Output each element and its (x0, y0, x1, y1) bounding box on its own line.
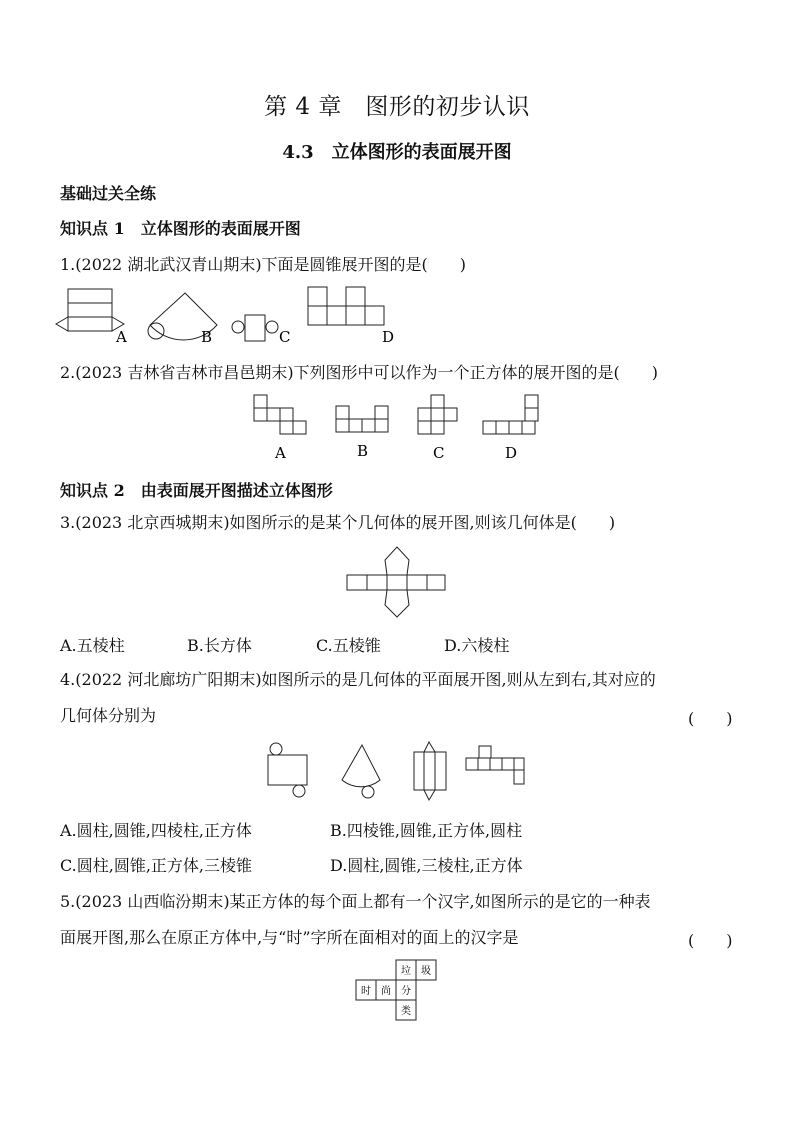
question-4-text-line1: 4.(2022 河北廊坊广阳期末)如图所示的是几何体的平面展开图,则从左到右,其对应的 (60, 670, 656, 689)
section-title: 4.3 立体图形的表面展开图 (282, 142, 512, 163)
knowledge-point-2: 知识点 2 由表面展开图描述立体图形 (60, 481, 333, 500)
knowledge-point-1: 知识点 1 立体图形的表面展开图 (60, 219, 301, 238)
q1-label-d: D (382, 328, 395, 346)
question-2-text: 2.(2023 吉林省吉林市昌邑期末)下列图形中可以作为一个正方体的展开图的是( ) (60, 363, 659, 382)
q1-label-b: B (201, 328, 213, 346)
question-4-figures (262, 740, 532, 802)
q2-label-b: B (357, 442, 369, 460)
question-5-text-line2: 面展开图,那么在原正方体中,与“时”字所在面相对的面上的汉字是 (60, 928, 519, 947)
question-3-text: 3.(2023 北京西城期末)如图所示的是某个几何体的展开图,则该几何体是( ) (60, 513, 616, 532)
question-1-text: 1.(2022 湖北武汉青山期末)下面是圆锥展开图的是( ) (60, 255, 467, 274)
question-2-figures (250, 393, 550, 463)
net-char-shang: 尚 (381, 986, 391, 997)
q3-option-b: B.长方体 (187, 636, 252, 655)
q1-figure-a (56, 289, 124, 331)
chapter-title: 第 4 章 图形的初步认识 (264, 94, 530, 120)
q4-figure-cone-net (342, 745, 380, 798)
q3-option-a: A.五棱柱 (60, 636, 125, 655)
q4-option-a: A.圆柱,圆锥,四棱柱,正方体 (60, 821, 252, 840)
question-5-answer-paren: ( ) (688, 931, 733, 950)
q3-option-c: C.五棱锥 (316, 636, 381, 655)
level-heading: 基础过关全练 (60, 184, 157, 203)
q4-figure-cube-net (466, 746, 524, 784)
q4-option-c: C.圆柱,圆锥,正方体,三棱锥 (60, 856, 253, 875)
question-1-figures (55, 285, 415, 347)
q1-label-c: C (279, 328, 291, 346)
q4-figure-cylinder-net (268, 743, 307, 797)
q2-label-c: C (433, 444, 445, 462)
q2-figure-b (336, 406, 388, 432)
question-5-text-line1: 5.(2023 山西临汾期末)某正方体的每个面上都有一个汉字,如图所示的是它的一种表 (60, 892, 651, 911)
net-char-lei: 类 (401, 1006, 411, 1017)
q4-option-b: B.四棱锥,圆锥,正方体,圆柱 (330, 821, 523, 840)
question-4-answer-paren: ( ) (688, 709, 733, 728)
net-char-fen: 分 (401, 986, 411, 997)
q2-figure-a (254, 395, 306, 434)
question-4-text-line2: 几何体分别为 (60, 706, 157, 725)
q1-label-a: A (116, 328, 127, 346)
q1-figure-c (232, 315, 278, 341)
q1-figure-d (308, 287, 384, 325)
question-3-figure (345, 545, 450, 617)
q2-label-a: A (275, 444, 286, 462)
q2-figure-d (483, 395, 538, 434)
q3-option-d: D.六棱柱 (444, 636, 510, 655)
net-char-ji: 圾 (421, 966, 431, 977)
q4-figure-prism-net (414, 742, 446, 800)
q4-option-d: D.圆柱,圆锥,三棱柱,正方体 (330, 856, 523, 875)
q2-label-d: D (505, 444, 518, 462)
net-char-la: 垃 (401, 966, 411, 977)
net-char-shi: 时 (361, 986, 371, 997)
question-5-figure (352, 958, 442, 1022)
q2-figure-c (418, 395, 457, 434)
